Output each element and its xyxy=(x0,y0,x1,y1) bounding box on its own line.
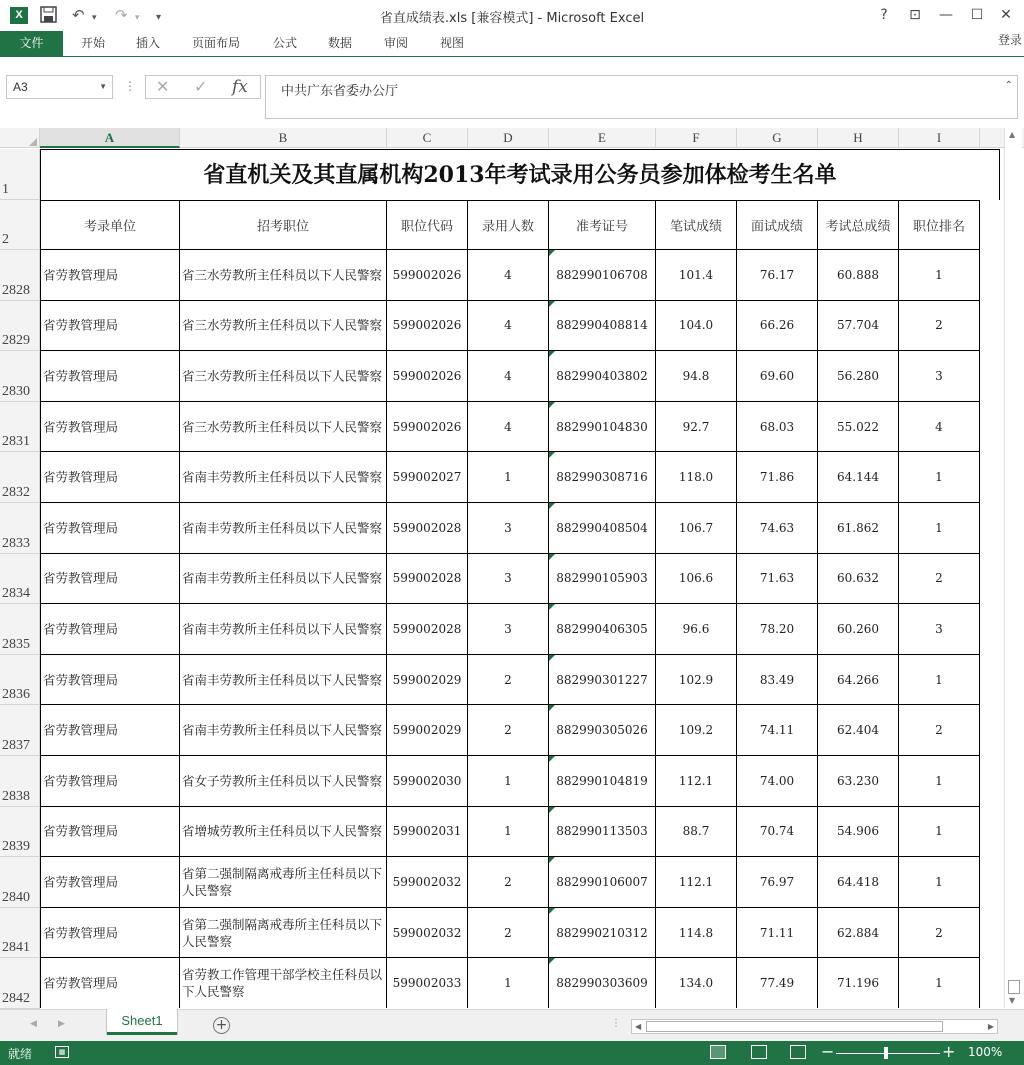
cell-rank[interactable]: 3 xyxy=(899,604,980,655)
cell-code[interactable]: 599002028 xyxy=(387,604,468,655)
prev-sheet-icon[interactable]: ◀ xyxy=(30,1019,37,1029)
cell-hires[interactable]: 3 xyxy=(468,554,549,605)
horizontal-scroll-thumb[interactable] xyxy=(646,1021,943,1032)
cell-code[interactable]: 599002032 xyxy=(387,908,468,959)
cell-code[interactable]: 599002026 xyxy=(387,250,468,301)
cell-rank[interactable]: 3 xyxy=(899,351,980,402)
cell-rank[interactable]: 1 xyxy=(899,807,980,858)
cell-interview[interactable]: 74.63 xyxy=(737,503,818,554)
cell-rank[interactable]: 1 xyxy=(899,655,980,706)
cell-interview[interactable]: 78.20 xyxy=(737,604,818,655)
cell-unit[interactable]: 省劳教管理局 xyxy=(40,705,180,756)
number-as-text-indicator-icon xyxy=(549,452,555,458)
row-header[interactable]: 2833 xyxy=(0,503,40,554)
cell-total[interactable]: 62.404 xyxy=(818,705,899,756)
header-cell-exam-id[interactable]: 准考证号 xyxy=(549,200,656,250)
cell-hires[interactable]: 3 xyxy=(468,604,549,655)
row-header[interactable]: 2842 xyxy=(0,958,40,1009)
page-break-preview-icon[interactable] xyxy=(790,1045,806,1059)
cell-total[interactable]: 61.862 xyxy=(818,503,899,554)
formula-bar xyxy=(0,57,1024,127)
row-header[interactable]: 2832 xyxy=(0,452,40,503)
status-ready: 就绪 xyxy=(8,1047,33,1061)
row-header[interactable]: 2835 xyxy=(0,604,40,655)
cell-position[interactable]: 省三水劳教所主任科员以下人民警察 xyxy=(180,351,387,402)
cell-exam-id[interactable]: 882990106007 xyxy=(549,857,656,908)
cell-interview[interactable]: 69.60 xyxy=(737,351,818,402)
cell-exam-id[interactable]: 882990113503 xyxy=(549,807,656,858)
cell-total[interactable]: 60.888 xyxy=(818,250,899,301)
cell-interview[interactable]: 71.11 xyxy=(737,908,818,959)
cell-position[interactable]: 省女子劳教所主任科员以下人民警察 xyxy=(180,756,387,807)
column-header-d[interactable]: D xyxy=(468,128,549,148)
cell-interview[interactable]: 71.63 xyxy=(737,554,818,605)
scroll-left-icon[interactable]: ◀ xyxy=(635,1022,642,1031)
cell-hires[interactable]: 2 xyxy=(468,705,549,756)
cell-position[interactable]: 省三水劳教所主任科员以下人民警察 xyxy=(180,301,387,352)
column-header-a[interactable]: A xyxy=(40,128,180,148)
cell-code[interactable]: 599002029 xyxy=(387,655,468,706)
cell-hires[interactable]: 2 xyxy=(468,908,549,959)
cell-interview[interactable]: 68.03 xyxy=(737,402,818,453)
cell-rank[interactable]: 1 xyxy=(899,756,980,807)
close-button[interactable]: ✕ xyxy=(1000,7,1012,23)
number-as-text-indicator-icon xyxy=(549,705,555,711)
cell-rank[interactable]: 1 xyxy=(899,503,980,554)
insert-function-icon[interactable]: fx xyxy=(232,77,248,97)
cell-written[interactable]: 104.0 xyxy=(656,301,737,352)
cell-written[interactable]: 101.4 xyxy=(656,250,737,301)
tab-splitter-icon[interactable]: ⋮ xyxy=(611,1018,621,1029)
page-layout-view-icon[interactable] xyxy=(751,1045,767,1059)
cell-rank[interactable]: 2 xyxy=(899,301,980,352)
cell-written[interactable]: 118.0 xyxy=(656,452,737,503)
header-cell-position[interactable]: 招考职位 xyxy=(180,200,387,250)
cell-written[interactable]: 134.0 xyxy=(656,958,737,1008)
cell-position[interactable]: 省南丰劳教所主任科员以下人民警察 xyxy=(180,604,387,655)
number-as-text-indicator-icon xyxy=(549,807,555,813)
cell-interview[interactable]: 74.11 xyxy=(737,705,818,756)
row-header[interactable]: 2834 xyxy=(0,554,40,605)
column-header-b[interactable]: B xyxy=(180,128,387,148)
cell-exam-id[interactable]: 882990308716 xyxy=(549,452,656,503)
cell-hires[interactable]: 2 xyxy=(468,857,549,908)
minimize-button[interactable]: — xyxy=(939,7,953,23)
cancel-icon[interactable]: ✕ xyxy=(156,77,170,96)
cell-code[interactable]: 599002029 xyxy=(387,705,468,756)
column-header-i[interactable]: I xyxy=(899,128,980,148)
row-header[interactable]: 2828 xyxy=(0,250,40,301)
cell-rank[interactable]: 2 xyxy=(899,705,980,756)
zoom-slider-thumb[interactable] xyxy=(884,1047,888,1059)
add-sheet-icon[interactable]: + xyxy=(213,1017,230,1034)
column-headers xyxy=(0,128,1024,148)
cell-code[interactable]: 599002030 xyxy=(387,756,468,807)
customize-quick-access-icon[interactable]: ▾ xyxy=(156,12,162,23)
cell-unit[interactable]: 省劳教管理局 xyxy=(40,604,180,655)
cell-position[interactable]: 省南丰劳教所主任科员以下人民警察 xyxy=(180,554,387,605)
vertical-scrollbar[interactable] xyxy=(1004,128,1022,1008)
number-as-text-indicator-icon xyxy=(549,958,555,964)
formula-buttons xyxy=(145,75,261,99)
cell-hires[interactable]: 1 xyxy=(468,807,549,858)
enter-icon[interactable]: ✓ xyxy=(194,77,208,96)
tab-insert[interactable]: 插入 xyxy=(136,36,161,50)
zoom-level[interactable]: 100% xyxy=(968,1045,1003,1059)
scroll-down-icon[interactable]: ▼ xyxy=(1009,996,1016,1005)
number-as-text-indicator-icon xyxy=(549,351,555,357)
row-header[interactable]: 2829 xyxy=(0,301,40,352)
cell-exam-id[interactable]: 882990303609 xyxy=(549,958,656,1008)
row-header[interactable]: 2830 xyxy=(0,351,40,402)
cell-written[interactable]: 88.7 xyxy=(656,807,737,858)
cell-unit[interactable]: 省劳教管理局 xyxy=(40,958,180,1008)
cell-unit[interactable]: 省劳教管理局 xyxy=(40,351,180,402)
cell-total[interactable]: 60.260 xyxy=(818,604,899,655)
column-header-e[interactable]: E xyxy=(549,128,656,148)
formula-input[interactable] xyxy=(265,75,1018,119)
row-header[interactable]: 2836 xyxy=(0,655,40,706)
normal-view-icon[interactable] xyxy=(710,1045,726,1059)
column-header-f[interactable]: F xyxy=(656,128,737,148)
cell-exam-id[interactable]: 882990105903 xyxy=(549,554,656,605)
maximize-button[interactable]: ☐ xyxy=(970,7,984,23)
cell-exam-id[interactable]: 882990403802 xyxy=(549,351,656,402)
cell-unit[interactable]: 省劳教管理局 xyxy=(40,250,180,301)
next-sheet-icon[interactable]: ▶ xyxy=(58,1019,65,1029)
cell-hires[interactable]: 3 xyxy=(468,503,549,554)
row-header[interactable]: 2838 xyxy=(0,756,40,807)
tab-review[interactable]: 审阅 xyxy=(384,36,409,50)
column-header-g[interactable]: G xyxy=(737,128,818,148)
undo-icon[interactable]: ↶ xyxy=(72,6,85,24)
cell-position[interactable]: 省三水劳教所主任科员以下人民警察 xyxy=(180,250,387,301)
cell-written[interactable]: 92.7 xyxy=(656,402,737,453)
window-title: 省直成绩表.xls [兼容模式] - Microsoft Excel xyxy=(379,11,645,26)
tab-data[interactable]: 数据 xyxy=(328,36,353,50)
cell-unit[interactable]: 省劳教管理局 xyxy=(40,301,180,352)
worksheet-grid[interactable] xyxy=(40,149,1004,1008)
cell-position[interactable]: 省南丰劳教所主任科员以下人民警察 xyxy=(180,655,387,706)
cell-unit[interactable]: 省劳教管理局 xyxy=(40,807,180,858)
tab-home[interactable]: 开始 xyxy=(81,36,106,50)
cell-written[interactable]: 94.8 xyxy=(656,351,737,402)
select-all-button[interactable] xyxy=(0,128,40,148)
cell-hires[interactable]: 1 xyxy=(468,452,549,503)
zoom-out-button[interactable]: − xyxy=(821,1042,835,1061)
excel-app-icon: X xyxy=(10,7,28,24)
cell-unit[interactable]: 省劳教管理局 xyxy=(40,857,180,908)
tab-page-layout[interactable]: 页面布局 xyxy=(192,36,241,50)
row-header-1[interactable]: 1 xyxy=(0,149,40,200)
cell-position[interactable]: 省第二强制隔离戒毒所主任科员以下人民警察 xyxy=(180,908,387,959)
cell-exam-id[interactable]: 882990104819 xyxy=(549,756,656,807)
cell-rank[interactable]: 1 xyxy=(899,452,980,503)
cell-total[interactable]: 71.196 xyxy=(818,958,899,1008)
cell-hires[interactable]: 4 xyxy=(468,351,549,402)
number-as-text-indicator-icon xyxy=(549,554,555,560)
cell-exam-id[interactable]: 882990104830 xyxy=(549,402,656,453)
header-cell-hires[interactable]: 录用人数 xyxy=(468,200,549,250)
cell-written[interactable]: 102.9 xyxy=(656,655,737,706)
cell-code[interactable]: 599002028 xyxy=(387,503,468,554)
cell-interview[interactable]: 76.17 xyxy=(737,250,818,301)
ribbon-tabs xyxy=(0,31,1024,56)
cell-exam-id[interactable]: 882990210312 xyxy=(549,908,656,959)
number-as-text-indicator-icon xyxy=(549,756,555,762)
cell-written[interactable]: 109.2 xyxy=(656,705,737,756)
cell-unit[interactable]: 省劳教管理局 xyxy=(40,402,180,453)
cell-rank[interactable]: 1 xyxy=(899,958,980,1008)
cell-interview[interactable]: 71.86 xyxy=(737,452,818,503)
cell-total[interactable]: 63.230 xyxy=(818,756,899,807)
login-link[interactable]: 登录 xyxy=(997,33,1022,47)
row-header[interactable]: 2839 xyxy=(0,807,40,858)
cell-total[interactable]: 60.632 xyxy=(818,554,899,605)
number-as-text-indicator-icon xyxy=(549,250,555,256)
collapse-formula-bar-icon[interactable]: ⌃ xyxy=(1004,80,1013,91)
cell-position[interactable]: 省增城劳教所主任科员以下人民警察 xyxy=(180,807,387,858)
cell-exam-id[interactable]: 882990408504 xyxy=(549,503,656,554)
number-as-text-indicator-icon xyxy=(549,655,555,661)
cell-interview[interactable]: 77.49 xyxy=(737,958,818,1008)
cell-hires[interactable]: 1 xyxy=(468,958,549,1008)
cell-unit[interactable]: 省劳教管理局 xyxy=(40,452,180,503)
ribbon-display-options-button[interactable]: ⊡ xyxy=(909,7,921,23)
horizontal-scrollbar[interactable] xyxy=(631,1019,998,1034)
cell-code[interactable]: 599002027 xyxy=(387,452,468,503)
chevron-down-icon[interactable]: ▼ xyxy=(99,82,107,91)
row-header[interactable]: 2831 xyxy=(0,402,40,453)
vertical-scroll-thumb[interactable] xyxy=(1008,980,1020,994)
cell-unit[interactable]: 省劳教管理局 xyxy=(40,756,180,807)
cell-interview[interactable]: 83.49 xyxy=(737,655,818,706)
number-as-text-indicator-icon xyxy=(549,908,555,914)
cell-unit[interactable]: 省劳教管理局 xyxy=(40,908,180,959)
cell-total[interactable]: 64.418 xyxy=(818,857,899,908)
number-as-text-indicator-icon xyxy=(549,402,555,408)
cell-exam-id[interactable]: 882990408814 xyxy=(549,301,656,352)
cell-written[interactable]: 96.6 xyxy=(656,604,737,655)
cell-unit[interactable]: 省劳教管理局 xyxy=(40,503,180,554)
cell-hires[interactable]: 4 xyxy=(468,402,549,453)
cell-total[interactable]: 55.022 xyxy=(818,402,899,453)
cell-written[interactable]: 114.8 xyxy=(656,908,737,959)
header-cell-interview[interactable]: 面试成绩 xyxy=(737,200,818,250)
cell-rank[interactable]: 2 xyxy=(899,554,980,605)
redo-dropdown-icon[interactable]: ▾ xyxy=(135,13,140,23)
macro-record-icon[interactable]: ▦ xyxy=(55,1046,69,1058)
title-bar xyxy=(0,0,1024,31)
scroll-right-icon[interactable]: ▶ xyxy=(987,1022,994,1031)
cell-rank[interactable]: 2 xyxy=(899,908,980,959)
cell-exam-id[interactable]: 882990106708 xyxy=(549,250,656,301)
sheet-tab-bar xyxy=(0,1009,1024,1041)
cell-position[interactable]: 省南丰劳教所主任科员以下人民警察 xyxy=(180,705,387,756)
cell-unit[interactable]: 省劳教管理局 xyxy=(40,655,180,706)
cell-position[interactable]: 省劳教工作管理干部学校主任科员以下人民警察 xyxy=(180,958,387,1008)
header-cell-total[interactable]: 考试总成绩 xyxy=(818,200,899,250)
undo-dropdown-icon[interactable]: ▾ xyxy=(92,13,97,23)
zoom-in-button[interactable]: + xyxy=(942,1042,956,1061)
cell-rank[interactable]: 1 xyxy=(899,857,980,908)
number-as-text-indicator-icon xyxy=(549,301,555,307)
cell-code[interactable]: 599002026 xyxy=(387,301,468,352)
cell-total[interactable]: 62.884 xyxy=(818,908,899,959)
zoom-slider-track[interactable] xyxy=(836,1053,940,1054)
cell-total[interactable]: 64.144 xyxy=(818,452,899,503)
cell-written[interactable]: 106.7 xyxy=(656,503,737,554)
sheet-title[interactable]: 省直机关及其直属机构2013年考试录用公务员参加体检考生名单 xyxy=(40,149,1000,200)
cell-position[interactable]: 省三水劳教所主任科员以下人民警察 xyxy=(180,402,387,453)
cell-code[interactable]: 599002028 xyxy=(387,554,468,605)
cell-total[interactable]: 54.906 xyxy=(818,807,899,858)
header-cell-code[interactable]: 职位代码 xyxy=(387,200,468,250)
cell-written[interactable]: 112.1 xyxy=(656,756,737,807)
cell-rank[interactable]: 1 xyxy=(899,250,980,301)
cell-code[interactable]: 599002031 xyxy=(387,807,468,858)
cell-interview[interactable]: 76.97 xyxy=(737,857,818,908)
cell-position[interactable]: 省第二强制隔离戒毒所主任科员以下人民警察 xyxy=(180,857,387,908)
row-header-2[interactable]: 2 xyxy=(0,200,40,250)
sheet-tab-sheet1[interactable]: Sheet1 xyxy=(107,1009,177,1035)
cell-code[interactable]: 599002032 xyxy=(387,857,468,908)
cell-code[interactable]: 599002033 xyxy=(387,958,468,1008)
cell-exam-id[interactable]: 882990406305 xyxy=(549,604,656,655)
number-as-text-indicator-icon xyxy=(549,503,555,509)
column-header-h[interactable]: H xyxy=(818,128,899,148)
cell-hires[interactable]: 4 xyxy=(468,301,549,352)
cell-exam-id[interactable]: 882990305026 xyxy=(549,705,656,756)
cell-interview[interactable]: 66.26 xyxy=(737,301,818,352)
tab-file[interactable]: 文件 xyxy=(0,31,63,56)
tab-formulas[interactable]: 公式 xyxy=(273,36,298,50)
cell-total[interactable]: 64.266 xyxy=(818,655,899,706)
cell-interview[interactable]: 70.74 xyxy=(737,807,818,858)
cell-rank[interactable]: 4 xyxy=(899,402,980,453)
name-box-value: A3 xyxy=(13,80,28,94)
status-bar xyxy=(0,1041,1024,1065)
row-header[interactable]: 2841 xyxy=(0,908,40,959)
help-button[interactable]: ? xyxy=(880,7,888,23)
cell-position[interactable]: 省南丰劳教所主任科员以下人民警察 xyxy=(180,503,387,554)
cell-hires[interactable]: 2 xyxy=(468,655,549,706)
number-as-text-indicator-icon xyxy=(549,857,555,863)
cell-exam-id[interactable]: 882990301227 xyxy=(549,655,656,706)
cell-position[interactable]: 省南丰劳教所主任科员以下人民警察 xyxy=(180,452,387,503)
column-header-c[interactable]: C xyxy=(387,128,468,148)
cell-unit[interactable]: 省劳教管理局 xyxy=(40,554,180,605)
redo-icon[interactable]: ↷ xyxy=(115,6,128,24)
formula-bar-grip-icon: ⋮ xyxy=(124,79,136,93)
cell-written[interactable]: 112.1 xyxy=(656,857,737,908)
scroll-up-icon[interactable]: ▲ xyxy=(1009,130,1016,139)
header-cell-unit[interactable]: 考录单位 xyxy=(40,200,180,250)
cell-written[interactable]: 106.6 xyxy=(656,554,737,605)
header-cell-rank[interactable]: 职位排名 xyxy=(899,200,980,250)
name-box[interactable] xyxy=(6,75,113,99)
cell-code[interactable]: 599002026 xyxy=(387,351,468,402)
cell-total[interactable]: 57.704 xyxy=(818,301,899,352)
cell-interview[interactable]: 74.00 xyxy=(737,756,818,807)
tab-view[interactable]: 视图 xyxy=(440,36,465,50)
cell-hires[interactable]: 4 xyxy=(468,250,549,301)
cell-code[interactable]: 599002026 xyxy=(387,402,468,453)
row-header[interactable]: 2837 xyxy=(0,705,40,756)
row-header[interactable]: 2840 xyxy=(0,857,40,908)
formula-content: 中共广东省委办公厅 xyxy=(281,84,399,99)
cell-hires[interactable]: 1 xyxy=(468,756,549,807)
header-cell-written[interactable]: 笔试成绩 xyxy=(656,200,737,250)
number-as-text-indicator-icon xyxy=(549,604,555,610)
cell-total[interactable]: 56.280 xyxy=(818,351,899,402)
